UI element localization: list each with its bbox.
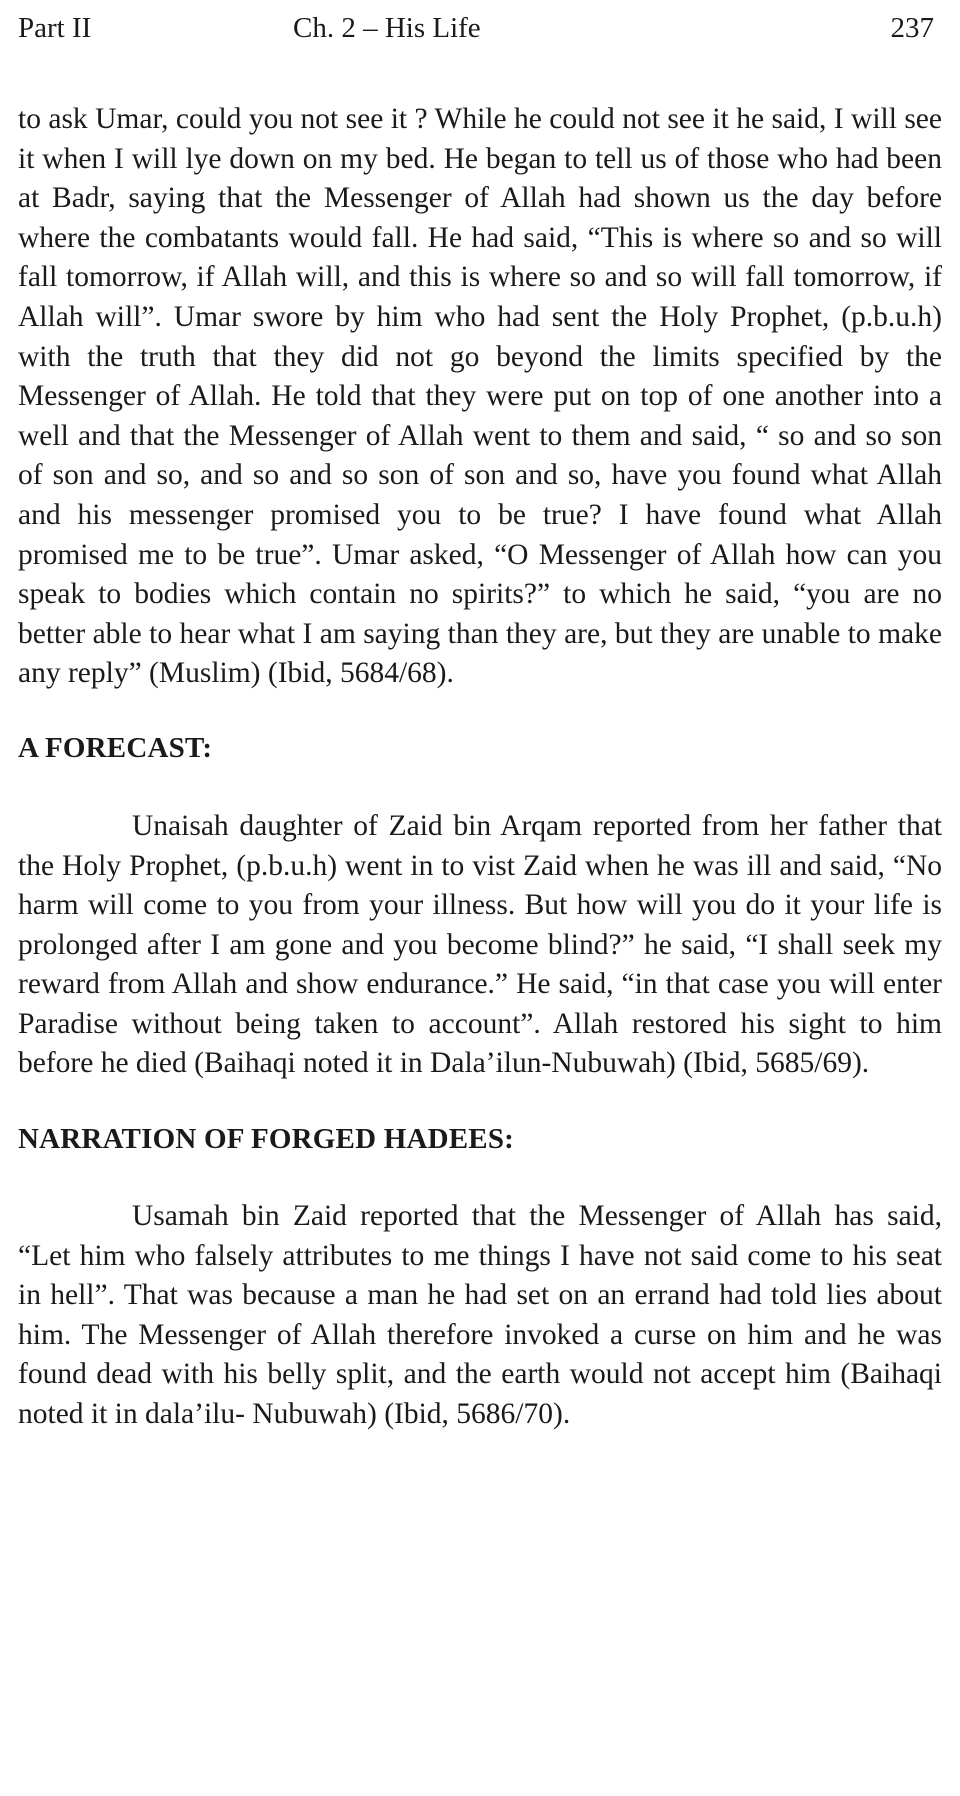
part-label: Part II bbox=[18, 12, 92, 44]
body-paragraph: Unaisah daughter of Zaid bin Arqam reported from her father that the Holy Prophet, (p.b.u.h) went in to vist Zaid when he was ill and said, “No harm will come to you from your illness. But how will you do it your life is prolonged after I am gone and you become blind?” he said, “I shall seek my reward from Allah and show endurance.” He said, “in that case you will enter Paradise without being taken to account”. Allah restored his sight to him before he died (Baihaqi noted it in Dala’ilun-Nubuwah) (Ibid, 5685/69). bbox=[18, 809, 942, 1080]
chapter-title: Ch. 2 – His Life bbox=[293, 12, 481, 44]
body-paragraph: to ask Umar, could you not see it ? While he could not see it he said, I will see it when I will lye down on my bed. He began to tell us of those who had been at Badr, saying that the Messenger of Allah had shown us the day before where the combatants would fall. He had said, “This is where so and so will fall tomorrow, if Allah will, and this is where so and so will fall tomorrow, if Allah will”. Umar swore by him who had sent the Holy Prophet, (p.b.u.h) with the truth that they did not go beyond the limits specified by the Messenger of Allah. He told that they were put on top of one another into a well and that the Messenger of Allah went to them and said, “ so and so son of son and so, and so and so son of son and so, have you found what Allah and his messenger promised you to be true? I have found what Allah promised me to be true”. Umar asked, “O Messenger of Allah how can you speak to bodies which contain no spirits?” to which he said, “you are no better able to hear what I am saying than they are, but they are unable to make any reply” (Muslim) (Ibid, 5684/68). bbox=[18, 103, 942, 690]
section-heading: A FORECAST: bbox=[18, 731, 213, 764]
section-heading: NARRATION OF FORGED HADEES: bbox=[18, 1123, 515, 1156]
book-page bbox=[18, 0, 942, 1435]
running-header bbox=[18, 0, 942, 50]
page-number: 237 bbox=[890, 12, 934, 44]
body-paragraph: Usamah bin Zaid reported that the Messenger of Allah has said, “Let him who falsely attributes to me things I have not said come to his seat in hell”. That was because a man he had set on an errand had told lies about him. The Messenger of Allah therefore invoked a curse on him and he was found dead with his belly split, and the earth would not accept him (Baihaqi noted it in dala’ilu- Nubuwah) (Ibid, 5686/70). bbox=[18, 1200, 942, 1431]
